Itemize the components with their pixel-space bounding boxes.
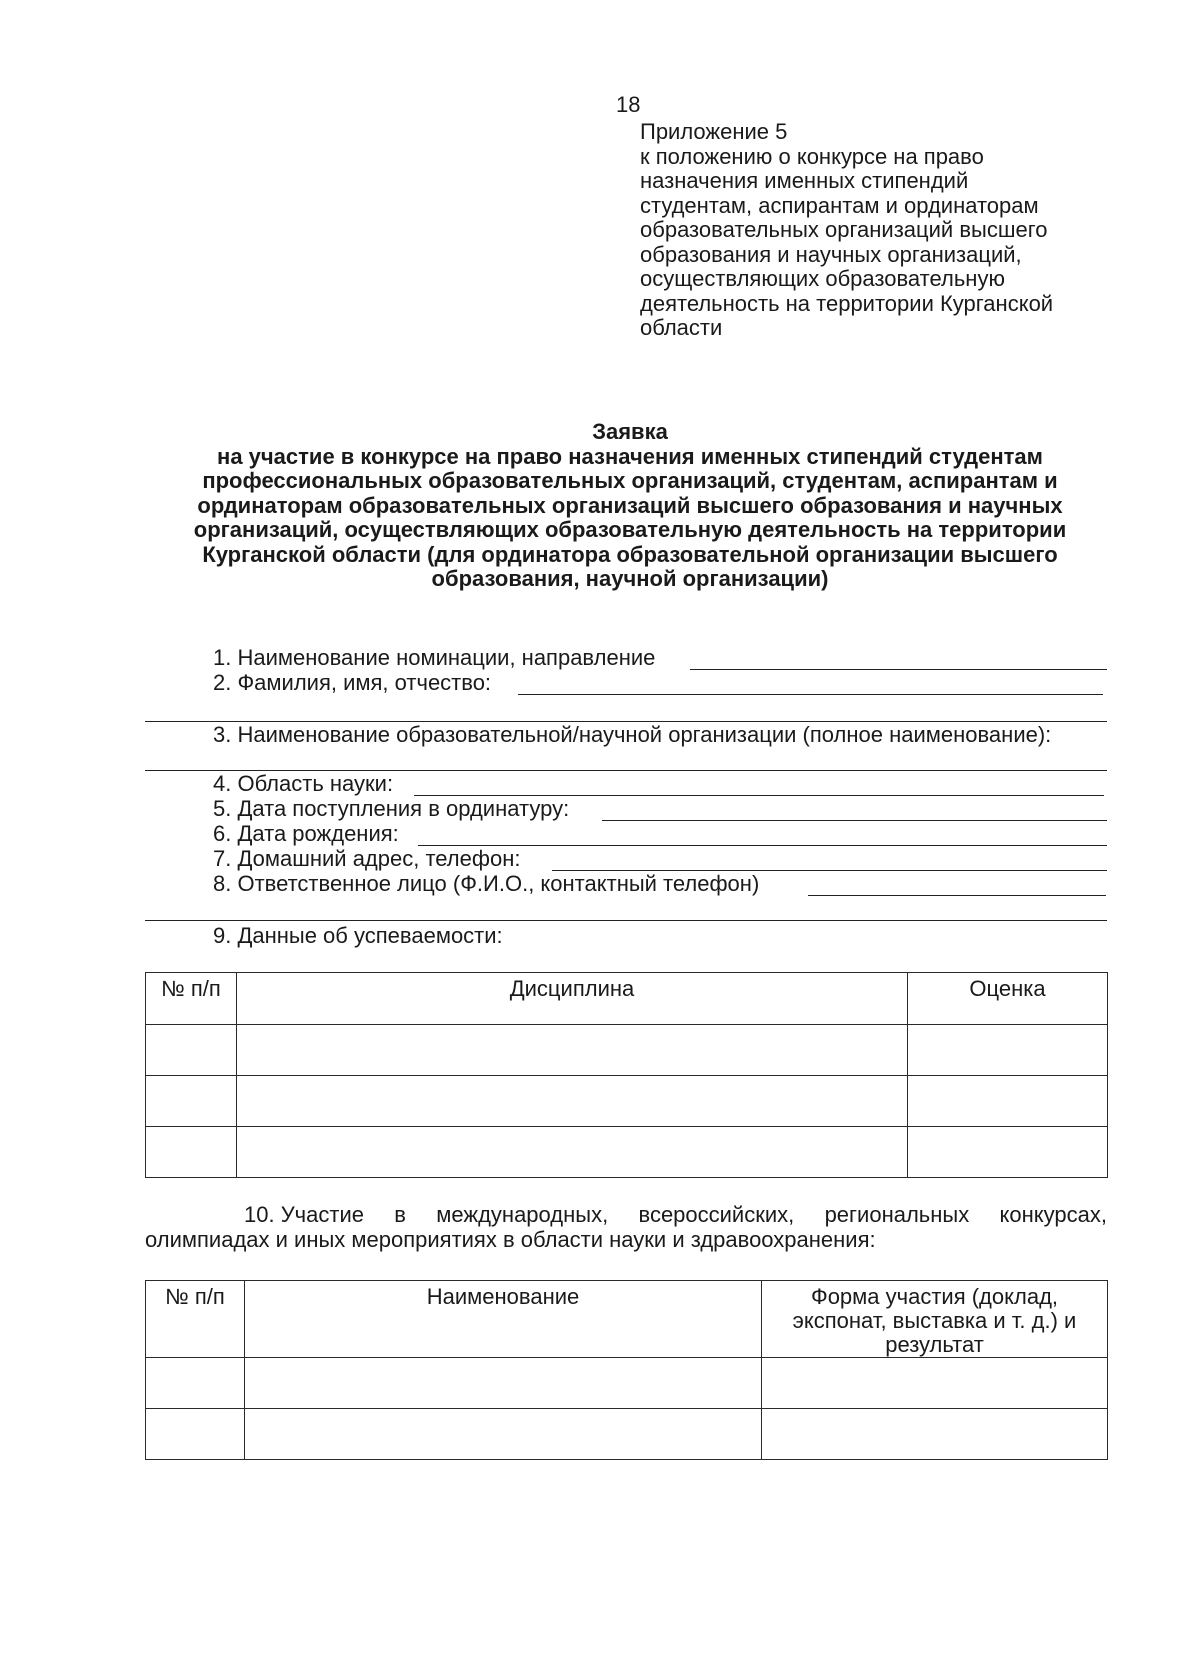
appendix-line: образовательных организаций высшего	[640, 217, 1048, 242]
field-organization-label: 3. Наименование образовательной/научной организации (полное наименование):	[213, 722, 1052, 747]
appendix-line: Приложение 5	[640, 119, 788, 144]
appendix-line: образования и научных организаций,	[640, 241, 1022, 267]
participation-word: международных,	[436, 1202, 609, 1227]
field-birth-date-line[interactable]	[418, 845, 1107, 846]
events-table	[145, 1280, 1108, 1460]
table-row	[146, 1409, 1108, 1460]
title-line: ординаторам образовательных организаций высшего образования и научных	[197, 492, 1063, 518]
field-performance-label: 9. Данные об успеваемости:	[213, 923, 503, 948]
table-cell[interactable]	[245, 1409, 762, 1460]
participation-word: всероссийских,	[638, 1202, 795, 1227]
appendix-line: осуществляющих образовательную	[640, 266, 1005, 291]
field-responsible-line[interactable]	[808, 895, 1106, 896]
appendix-line: области	[640, 315, 723, 340]
page-number: 18	[616, 92, 641, 117]
participation-word: 10. Участие	[244, 1202, 364, 1227]
table-row	[146, 1025, 1108, 1076]
title-line: на участие в конкурсе на право назначения именных стипендий студентам	[217, 443, 1043, 469]
appendix-line: деятельность на территории Курганской	[640, 290, 1054, 316]
table-row	[146, 1127, 1108, 1178]
table-cell[interactable]	[237, 1025, 908, 1076]
header-number: № п/п	[146, 973, 237, 1025]
table-cell[interactable]	[237, 1076, 908, 1127]
participation-word: конкурсах,	[999, 1202, 1107, 1227]
appendix-line: назначения именных стипендий	[640, 168, 969, 193]
appendix-line: студентам, аспирантам и ординаторам	[640, 192, 1039, 218]
field-nomination-line[interactable]	[690, 669, 1107, 670]
table-cell[interactable]	[908, 1076, 1108, 1127]
appendix-line: к положению о конкурсе на право	[640, 143, 984, 169]
field-birth-date-label: 6. Дата рождения:	[213, 821, 399, 846]
table-cell[interactable]	[908, 1127, 1108, 1178]
table-cell[interactable]	[762, 1409, 1108, 1460]
table-cell[interactable]	[762, 1358, 1108, 1409]
title-line: организаций, осуществляющих образовательную деятельность на территории	[193, 517, 1067, 542]
grades-table-header	[146, 973, 1108, 1025]
header-name: Наименование	[245, 1281, 762, 1358]
table-cell[interactable]	[237, 1127, 908, 1178]
table-cell[interactable]	[146, 1358, 245, 1409]
title-line: Заявка	[592, 419, 668, 444]
title-line: образования, научной организации)	[431, 566, 829, 591]
events-table-header	[146, 1281, 1108, 1358]
grades-table	[145, 972, 1108, 1178]
field-admission-date-line[interactable]	[602, 820, 1107, 821]
title-line: Курганской области (для ординатора образовательной организации высшего	[202, 541, 1058, 567]
participation-word: региональных	[824, 1202, 970, 1227]
table-cell[interactable]	[245, 1358, 762, 1409]
header-discipline: Дисциплина	[237, 973, 908, 1025]
participation-line-2: олимпиадах и иных мероприятиях в области науки и здравоохранения:	[145, 1227, 876, 1252]
table-cell[interactable]	[146, 1076, 237, 1127]
field-admission-date-label: 5. Дата поступления в ординатуру:	[213, 796, 570, 821]
field-science-area-label: 4. Область науки:	[213, 771, 394, 796]
header-participation-form: Форма участия (доклад, экспонат, выставка и т. д.) и результат	[762, 1281, 1108, 1358]
table-cell[interactable]	[146, 1025, 237, 1076]
field-fullname-line[interactable]	[518, 694, 1103, 695]
table-cell[interactable]	[146, 1127, 237, 1178]
title-line: профессиональных образовательных организаций, студентам, аспирантам и	[202, 468, 1058, 493]
participation-word: в	[394, 1202, 406, 1227]
participation-paragraph	[145, 1202, 1107, 1252]
appendix-header	[640, 120, 1120, 341]
participation-line-1	[145, 1202, 1107, 1227]
header-grade: Оценка	[908, 973, 1108, 1025]
table-cell[interactable]	[146, 1409, 245, 1460]
application-title	[140, 420, 1120, 592]
table-row	[146, 1358, 1108, 1409]
table-row	[146, 1076, 1108, 1127]
header-number: № п/п	[146, 1281, 245, 1358]
field-responsible-label: 8. Ответственное лицо (Ф.И.О., контактный телефон)	[213, 871, 760, 896]
table-cell[interactable]	[908, 1025, 1108, 1076]
field-nomination-label: 1. Наименование номинации, направление	[213, 645, 656, 670]
field-responsible-line-2[interactable]	[145, 920, 1107, 921]
field-address-label: 7. Домашний адрес, телефон:	[213, 846, 521, 871]
field-fullname-label: 2. Фамилия, имя, отчество:	[213, 670, 492, 695]
